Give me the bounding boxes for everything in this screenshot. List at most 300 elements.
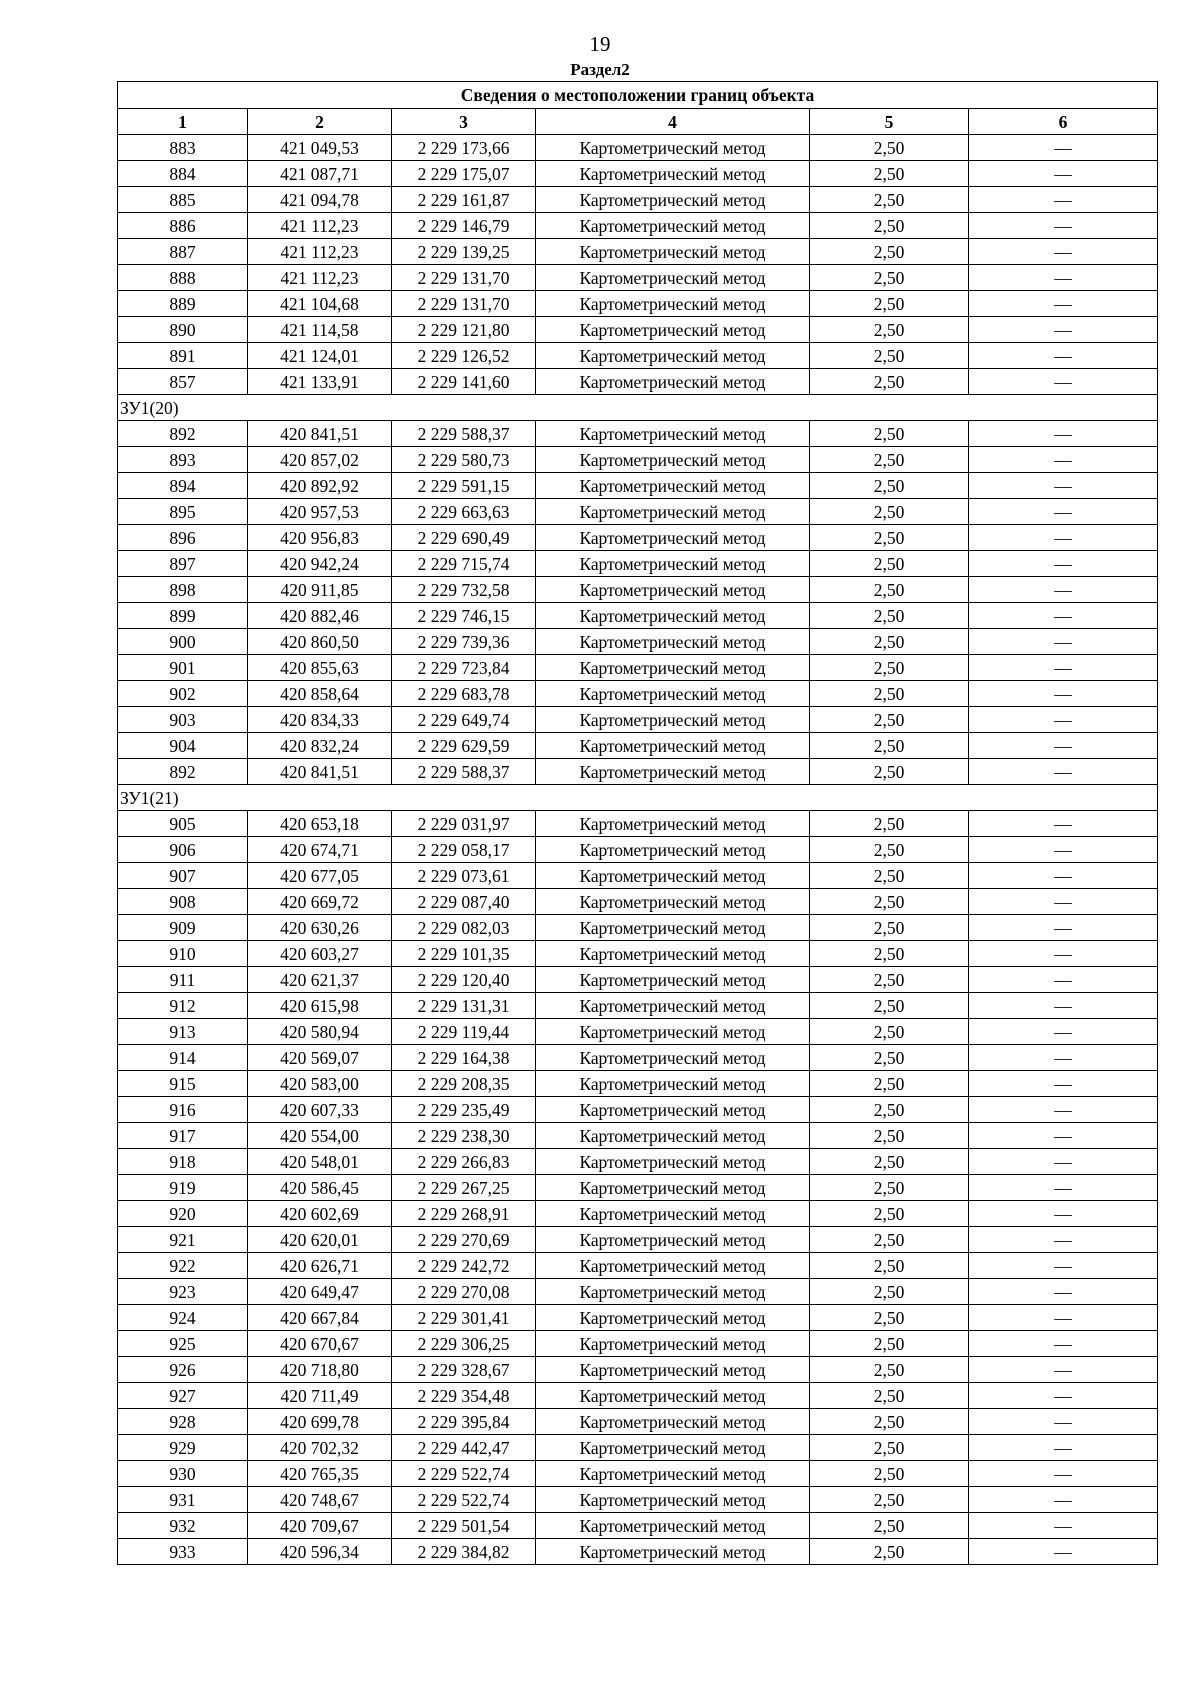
description-cell: —: [969, 577, 1158, 603]
x-coordinate-cell: 421 112,23: [248, 265, 392, 291]
x-coordinate-cell: 421 112,23: [248, 239, 392, 265]
table-row: [118, 837, 1158, 863]
method-cell: Картометрический метод: [536, 733, 810, 759]
y-coordinate-cell: 2 229 328,67: [392, 1357, 536, 1383]
method-cell: Картометрический метод: [536, 1487, 810, 1513]
point-number-cell: 922: [118, 1253, 248, 1279]
accuracy-cell: 2,50: [810, 551, 969, 577]
accuracy-cell: 2,50: [810, 863, 969, 889]
method-cell: Картометрический метод: [536, 1227, 810, 1253]
point-number-cell: 910: [118, 941, 248, 967]
y-coordinate-cell: 2 229 522,74: [392, 1487, 536, 1513]
y-coordinate-cell: 2 229 082,03: [392, 915, 536, 941]
point-number-cell: 932: [118, 1513, 248, 1539]
accuracy-cell: 2,50: [810, 135, 969, 161]
description-cell: —: [969, 1123, 1158, 1149]
method-cell: Картометрический метод: [536, 1071, 810, 1097]
column-header: 6: [969, 109, 1158, 135]
accuracy-cell: 2,50: [810, 1071, 969, 1097]
column-header: 4: [536, 109, 810, 135]
x-coordinate-cell: 420 841,51: [248, 759, 392, 785]
point-number-cell: 920: [118, 1201, 248, 1227]
table-row: [118, 1045, 1158, 1071]
description-cell: —: [969, 1487, 1158, 1513]
y-coordinate-cell: 2 229 746,15: [392, 603, 536, 629]
y-coordinate-cell: 2 229 268,91: [392, 1201, 536, 1227]
table-row: [118, 863, 1158, 889]
point-number-cell: 921: [118, 1227, 248, 1253]
y-coordinate-cell: 2 229 238,30: [392, 1123, 536, 1149]
description-cell: —: [969, 1253, 1158, 1279]
y-coordinate-cell: 2 229 270,08: [392, 1279, 536, 1305]
y-coordinate-cell: 2 229 649,74: [392, 707, 536, 733]
y-coordinate-cell: 2 229 690,49: [392, 525, 536, 551]
x-coordinate-cell: 421 104,68: [248, 291, 392, 317]
description-cell: —: [969, 447, 1158, 473]
table-header-row: [118, 109, 1158, 135]
accuracy-cell: 2,50: [810, 811, 969, 837]
y-coordinate-cell: 2 229 208,35: [392, 1071, 536, 1097]
accuracy-cell: 2,50: [810, 499, 969, 525]
point-number-cell: 891: [118, 343, 248, 369]
y-coordinate-cell: 2 229 732,58: [392, 577, 536, 603]
description-cell: —: [969, 187, 1158, 213]
table-row: [118, 447, 1158, 473]
description-cell: —: [969, 811, 1158, 837]
y-coordinate-cell: 2 229 242,72: [392, 1253, 536, 1279]
y-coordinate-cell: 2 229 270,69: [392, 1227, 536, 1253]
x-coordinate-cell: 420 956,83: [248, 525, 392, 551]
point-number-cell: 933: [118, 1539, 248, 1565]
x-coordinate-cell: 420 711,49: [248, 1383, 392, 1409]
description-cell: —: [969, 421, 1158, 447]
description-cell: —: [969, 681, 1158, 707]
description-cell: —: [969, 473, 1158, 499]
accuracy-cell: 2,50: [810, 889, 969, 915]
table-row: [118, 473, 1158, 499]
x-coordinate-cell: 420 569,07: [248, 1045, 392, 1071]
point-number-cell: 893: [118, 447, 248, 473]
x-coordinate-cell: 421 087,71: [248, 161, 392, 187]
description-cell: —: [969, 967, 1158, 993]
y-coordinate-cell: 2 229 663,63: [392, 499, 536, 525]
table-row: [118, 1123, 1158, 1149]
accuracy-cell: 2,50: [810, 1045, 969, 1071]
x-coordinate-cell: 420 615,98: [248, 993, 392, 1019]
point-number-cell: 929: [118, 1435, 248, 1461]
method-cell: Картометрический метод: [536, 1409, 810, 1435]
method-cell: Картометрический метод: [536, 369, 810, 395]
table-row: [118, 1097, 1158, 1123]
x-coordinate-cell: 420 718,80: [248, 1357, 392, 1383]
x-coordinate-cell: 421 112,23: [248, 213, 392, 239]
point-number-cell: 901: [118, 655, 248, 681]
table-row: [118, 629, 1158, 655]
table-row: [118, 967, 1158, 993]
description-cell: —: [969, 1019, 1158, 1045]
point-number-cell: 900: [118, 629, 248, 655]
point-number-cell: 906: [118, 837, 248, 863]
point-number-cell: 905: [118, 811, 248, 837]
x-coordinate-cell: 420 586,45: [248, 1175, 392, 1201]
accuracy-cell: 2,50: [810, 1253, 969, 1279]
method-cell: Картометрический метод: [536, 1539, 810, 1565]
x-coordinate-cell: 420 858,64: [248, 681, 392, 707]
y-coordinate-cell: 2 229 588,37: [392, 759, 536, 785]
x-coordinate-cell: 421 049,53: [248, 135, 392, 161]
table-row: [118, 1539, 1158, 1565]
accuracy-cell: 2,50: [810, 1279, 969, 1305]
parcel-group-label: ЗУ1(21): [118, 785, 1158, 811]
description-cell: —: [969, 1383, 1158, 1409]
point-number-cell: 902: [118, 681, 248, 707]
accuracy-cell: 2,50: [810, 525, 969, 551]
point-number-cell: 890: [118, 317, 248, 343]
point-number-cell: 884: [118, 161, 248, 187]
table-row: [118, 993, 1158, 1019]
description-cell: —: [969, 1513, 1158, 1539]
accuracy-cell: 2,50: [810, 473, 969, 499]
table-row: [118, 759, 1158, 785]
description-cell: —: [969, 525, 1158, 551]
description-cell: —: [969, 499, 1158, 525]
method-cell: Картометрический метод: [536, 135, 810, 161]
table-row: [118, 239, 1158, 265]
point-number-cell: 892: [118, 421, 248, 447]
y-coordinate-cell: 2 229 031,97: [392, 811, 536, 837]
description-cell: —: [969, 1435, 1158, 1461]
method-cell: Картометрический метод: [536, 837, 810, 863]
table-row: [118, 811, 1158, 837]
description-cell: —: [969, 369, 1158, 395]
table-row: [118, 1305, 1158, 1331]
x-coordinate-cell: 420 620,01: [248, 1227, 392, 1253]
point-number-cell: 912: [118, 993, 248, 1019]
point-number-cell: 883: [118, 135, 248, 161]
method-cell: Картометрический метод: [536, 603, 810, 629]
table-row: [118, 1357, 1158, 1383]
parcel-group-row: [118, 785, 1158, 811]
table-row: [118, 681, 1158, 707]
x-coordinate-cell: 420 882,46: [248, 603, 392, 629]
table-row: [118, 889, 1158, 915]
method-cell: Картометрический метод: [536, 213, 810, 239]
point-number-cell: 915: [118, 1071, 248, 1097]
description-cell: —: [969, 1539, 1158, 1565]
x-coordinate-cell: 420 670,67: [248, 1331, 392, 1357]
description-cell: —: [969, 863, 1158, 889]
x-coordinate-cell: 420 860,50: [248, 629, 392, 655]
y-coordinate-cell: 2 229 354,48: [392, 1383, 536, 1409]
table-caption: Сведения о местоположении границ объекта: [118, 82, 1158, 109]
y-coordinate-cell: 2 229 395,84: [392, 1409, 536, 1435]
table-row: [118, 655, 1158, 681]
x-coordinate-cell: 420 942,24: [248, 551, 392, 577]
x-coordinate-cell: 420 583,00: [248, 1071, 392, 1097]
method-cell: Картометрический метод: [536, 291, 810, 317]
description-cell: —: [969, 655, 1158, 681]
accuracy-cell: 2,50: [810, 655, 969, 681]
y-coordinate-cell: 2 229 235,49: [392, 1097, 536, 1123]
x-coordinate-cell: 421 124,01: [248, 343, 392, 369]
table-row: [118, 135, 1158, 161]
table-row: [118, 1487, 1158, 1513]
x-coordinate-cell: 420 855,63: [248, 655, 392, 681]
point-number-cell: 930: [118, 1461, 248, 1487]
point-number-cell: 907: [118, 863, 248, 889]
table-row: [118, 551, 1158, 577]
method-cell: Картометрический метод: [536, 1279, 810, 1305]
x-coordinate-cell: 420 748,67: [248, 1487, 392, 1513]
x-coordinate-cell: 420 607,33: [248, 1097, 392, 1123]
accuracy-cell: 2,50: [810, 1435, 969, 1461]
x-coordinate-cell: 420 630,26: [248, 915, 392, 941]
table-row: [118, 1253, 1158, 1279]
description-cell: —: [969, 1201, 1158, 1227]
column-header: 3: [392, 109, 536, 135]
method-cell: Картометрический метод: [536, 187, 810, 213]
description-cell: —: [969, 239, 1158, 265]
y-coordinate-cell: 2 229 131,70: [392, 265, 536, 291]
table-row: [118, 1435, 1158, 1461]
point-number-cell: 918: [118, 1149, 248, 1175]
y-coordinate-cell: 2 229 120,40: [392, 967, 536, 993]
point-number-cell: 927: [118, 1383, 248, 1409]
x-coordinate-cell: 421 133,91: [248, 369, 392, 395]
table-row: [118, 369, 1158, 395]
accuracy-cell: 2,50: [810, 1227, 969, 1253]
method-cell: Картометрический метод: [536, 1435, 810, 1461]
y-coordinate-cell: 2 229 301,41: [392, 1305, 536, 1331]
point-number-cell: 919: [118, 1175, 248, 1201]
y-coordinate-cell: 2 229 173,66: [392, 135, 536, 161]
x-coordinate-cell: 420 832,24: [248, 733, 392, 759]
y-coordinate-cell: 2 229 101,35: [392, 941, 536, 967]
method-cell: Картометрический метод: [536, 1513, 810, 1539]
table-row: [118, 941, 1158, 967]
x-coordinate-cell: 420 548,01: [248, 1149, 392, 1175]
y-coordinate-cell: 2 229 058,17: [392, 837, 536, 863]
accuracy-cell: 2,50: [810, 1305, 969, 1331]
method-cell: Картометрический метод: [536, 915, 810, 941]
x-coordinate-cell: 420 709,67: [248, 1513, 392, 1539]
y-coordinate-cell: 2 229 442,47: [392, 1435, 536, 1461]
point-number-cell: 887: [118, 239, 248, 265]
x-coordinate-cell: 420 841,51: [248, 421, 392, 447]
table-row: [118, 213, 1158, 239]
y-coordinate-cell: 2 229 121,80: [392, 317, 536, 343]
y-coordinate-cell: 2 229 126,52: [392, 343, 536, 369]
accuracy-cell: 2,50: [810, 1357, 969, 1383]
description-cell: —: [969, 1227, 1158, 1253]
table-row: [118, 1227, 1158, 1253]
point-number-cell: 886: [118, 213, 248, 239]
y-coordinate-cell: 2 229 267,25: [392, 1175, 536, 1201]
point-number-cell: 899: [118, 603, 248, 629]
accuracy-cell: 2,50: [810, 291, 969, 317]
description-cell: —: [969, 1357, 1158, 1383]
method-cell: Картометрический метод: [536, 317, 810, 343]
method-cell: Картометрический метод: [536, 681, 810, 707]
accuracy-cell: 2,50: [810, 993, 969, 1019]
accuracy-cell: 2,50: [810, 837, 969, 863]
x-coordinate-cell: 420 580,94: [248, 1019, 392, 1045]
accuracy-cell: 2,50: [810, 1487, 969, 1513]
point-number-cell: 916: [118, 1097, 248, 1123]
description-cell: —: [969, 707, 1158, 733]
y-coordinate-cell: 2 229 591,15: [392, 473, 536, 499]
y-coordinate-cell: 2 229 522,74: [392, 1461, 536, 1487]
x-coordinate-cell: 420 765,35: [248, 1461, 392, 1487]
accuracy-cell: 2,50: [810, 161, 969, 187]
y-coordinate-cell: 2 229 629,59: [392, 733, 536, 759]
point-number-cell: 903: [118, 707, 248, 733]
x-coordinate-cell: 420 834,33: [248, 707, 392, 733]
description-cell: —: [969, 291, 1158, 317]
point-number-cell: 924: [118, 1305, 248, 1331]
description-cell: —: [969, 551, 1158, 577]
y-coordinate-cell: 2 229 266,83: [392, 1149, 536, 1175]
accuracy-cell: 2,50: [810, 603, 969, 629]
y-coordinate-cell: 2 229 723,84: [392, 655, 536, 681]
method-cell: Картометрический метод: [536, 499, 810, 525]
method-cell: Картометрический метод: [536, 343, 810, 369]
x-coordinate-cell: 420 596,34: [248, 1539, 392, 1565]
method-cell: Картометрический метод: [536, 811, 810, 837]
method-cell: Картометрический метод: [536, 161, 810, 187]
boundary-coordinates-table: [117, 81, 1158, 1565]
point-number-cell: 914: [118, 1045, 248, 1071]
x-coordinate-cell: 421 094,78: [248, 187, 392, 213]
description-cell: —: [969, 603, 1158, 629]
point-number-cell: 908: [118, 889, 248, 915]
point-number-cell: 928: [118, 1409, 248, 1435]
method-cell: Картометрический метод: [536, 265, 810, 291]
method-cell: Картометрический метод: [536, 941, 810, 967]
table-row: [118, 915, 1158, 941]
accuracy-cell: 2,50: [810, 733, 969, 759]
method-cell: Картометрический метод: [536, 1253, 810, 1279]
accuracy-cell: 2,50: [810, 1097, 969, 1123]
point-number-cell: 923: [118, 1279, 248, 1305]
description-cell: —: [969, 629, 1158, 655]
accuracy-cell: 2,50: [810, 1331, 969, 1357]
method-cell: Картометрический метод: [536, 1461, 810, 1487]
table-row: [118, 343, 1158, 369]
point-number-cell: 894: [118, 473, 248, 499]
column-header: 5: [810, 109, 969, 135]
description-cell: —: [969, 915, 1158, 941]
table-row: [118, 577, 1158, 603]
x-coordinate-cell: 420 911,85: [248, 577, 392, 603]
description-cell: —: [969, 317, 1158, 343]
accuracy-cell: 2,50: [810, 265, 969, 291]
method-cell: Картометрический метод: [536, 1305, 810, 1331]
table-row: [118, 317, 1158, 343]
method-cell: Картометрический метод: [536, 655, 810, 681]
description-cell: —: [969, 343, 1158, 369]
y-coordinate-cell: 2 229 588,37: [392, 421, 536, 447]
method-cell: Картометрический метод: [536, 1357, 810, 1383]
x-coordinate-cell: 420 699,78: [248, 1409, 392, 1435]
table-row: [118, 421, 1158, 447]
y-coordinate-cell: 2 229 683,78: [392, 681, 536, 707]
accuracy-cell: 2,50: [810, 1409, 969, 1435]
point-number-cell: 892: [118, 759, 248, 785]
method-cell: Картометрический метод: [536, 447, 810, 473]
accuracy-cell: 2,50: [810, 343, 969, 369]
point-number-cell: 909: [118, 915, 248, 941]
parcel-group-label: ЗУ1(20): [118, 395, 1158, 421]
accuracy-cell: 2,50: [810, 1123, 969, 1149]
point-number-cell: 931: [118, 1487, 248, 1513]
method-cell: Картометрический метод: [536, 1175, 810, 1201]
table-row: [118, 707, 1158, 733]
point-number-cell: 888: [118, 265, 248, 291]
x-coordinate-cell: 421 114,58: [248, 317, 392, 343]
description-cell: —: [969, 1305, 1158, 1331]
description-cell: —: [969, 1279, 1158, 1305]
x-coordinate-cell: 420 669,72: [248, 889, 392, 915]
y-coordinate-cell: 2 229 131,70: [392, 291, 536, 317]
x-coordinate-cell: 420 857,02: [248, 447, 392, 473]
point-number-cell: 911: [118, 967, 248, 993]
accuracy-cell: 2,50: [810, 1539, 969, 1565]
y-coordinate-cell: 2 229 139,25: [392, 239, 536, 265]
method-cell: Картометрический метод: [536, 551, 810, 577]
accuracy-cell: 2,50: [810, 1201, 969, 1227]
y-coordinate-cell: 2 229 715,74: [392, 551, 536, 577]
accuracy-cell: 2,50: [810, 1175, 969, 1201]
y-coordinate-cell: 2 229 164,38: [392, 1045, 536, 1071]
y-coordinate-cell: 2 229 384,82: [392, 1539, 536, 1565]
accuracy-cell: 2,50: [810, 915, 969, 941]
column-header: 1: [118, 109, 248, 135]
table-row: [118, 499, 1158, 525]
method-cell: Картометрический метод: [536, 473, 810, 499]
method-cell: Картометрический метод: [536, 1045, 810, 1071]
description-cell: —: [969, 265, 1158, 291]
accuracy-cell: 2,50: [810, 447, 969, 473]
x-coordinate-cell: 420 674,71: [248, 837, 392, 863]
description-cell: —: [969, 1071, 1158, 1097]
table-row: [118, 161, 1158, 187]
accuracy-cell: 2,50: [810, 421, 969, 447]
accuracy-cell: 2,50: [810, 317, 969, 343]
parcel-group-row: [118, 395, 1158, 421]
table-row: [118, 1201, 1158, 1227]
point-number-cell: 896: [118, 525, 248, 551]
method-cell: Картометрический метод: [536, 239, 810, 265]
x-coordinate-cell: 420 626,71: [248, 1253, 392, 1279]
point-number-cell: 895: [118, 499, 248, 525]
method-cell: Картометрический метод: [536, 1331, 810, 1357]
table-row: [118, 525, 1158, 551]
method-cell: Картометрический метод: [536, 1149, 810, 1175]
accuracy-cell: 2,50: [810, 967, 969, 993]
accuracy-cell: 2,50: [810, 213, 969, 239]
x-coordinate-cell: 420 649,47: [248, 1279, 392, 1305]
table-row: [118, 1071, 1158, 1097]
x-coordinate-cell: 420 653,18: [248, 811, 392, 837]
table-row: [118, 1513, 1158, 1539]
y-coordinate-cell: 2 229 175,07: [392, 161, 536, 187]
method-cell: Картометрический метод: [536, 1019, 810, 1045]
y-coordinate-cell: 2 229 141,60: [392, 369, 536, 395]
accuracy-cell: 2,50: [810, 707, 969, 733]
x-coordinate-cell: 420 892,92: [248, 473, 392, 499]
description-cell: —: [969, 759, 1158, 785]
